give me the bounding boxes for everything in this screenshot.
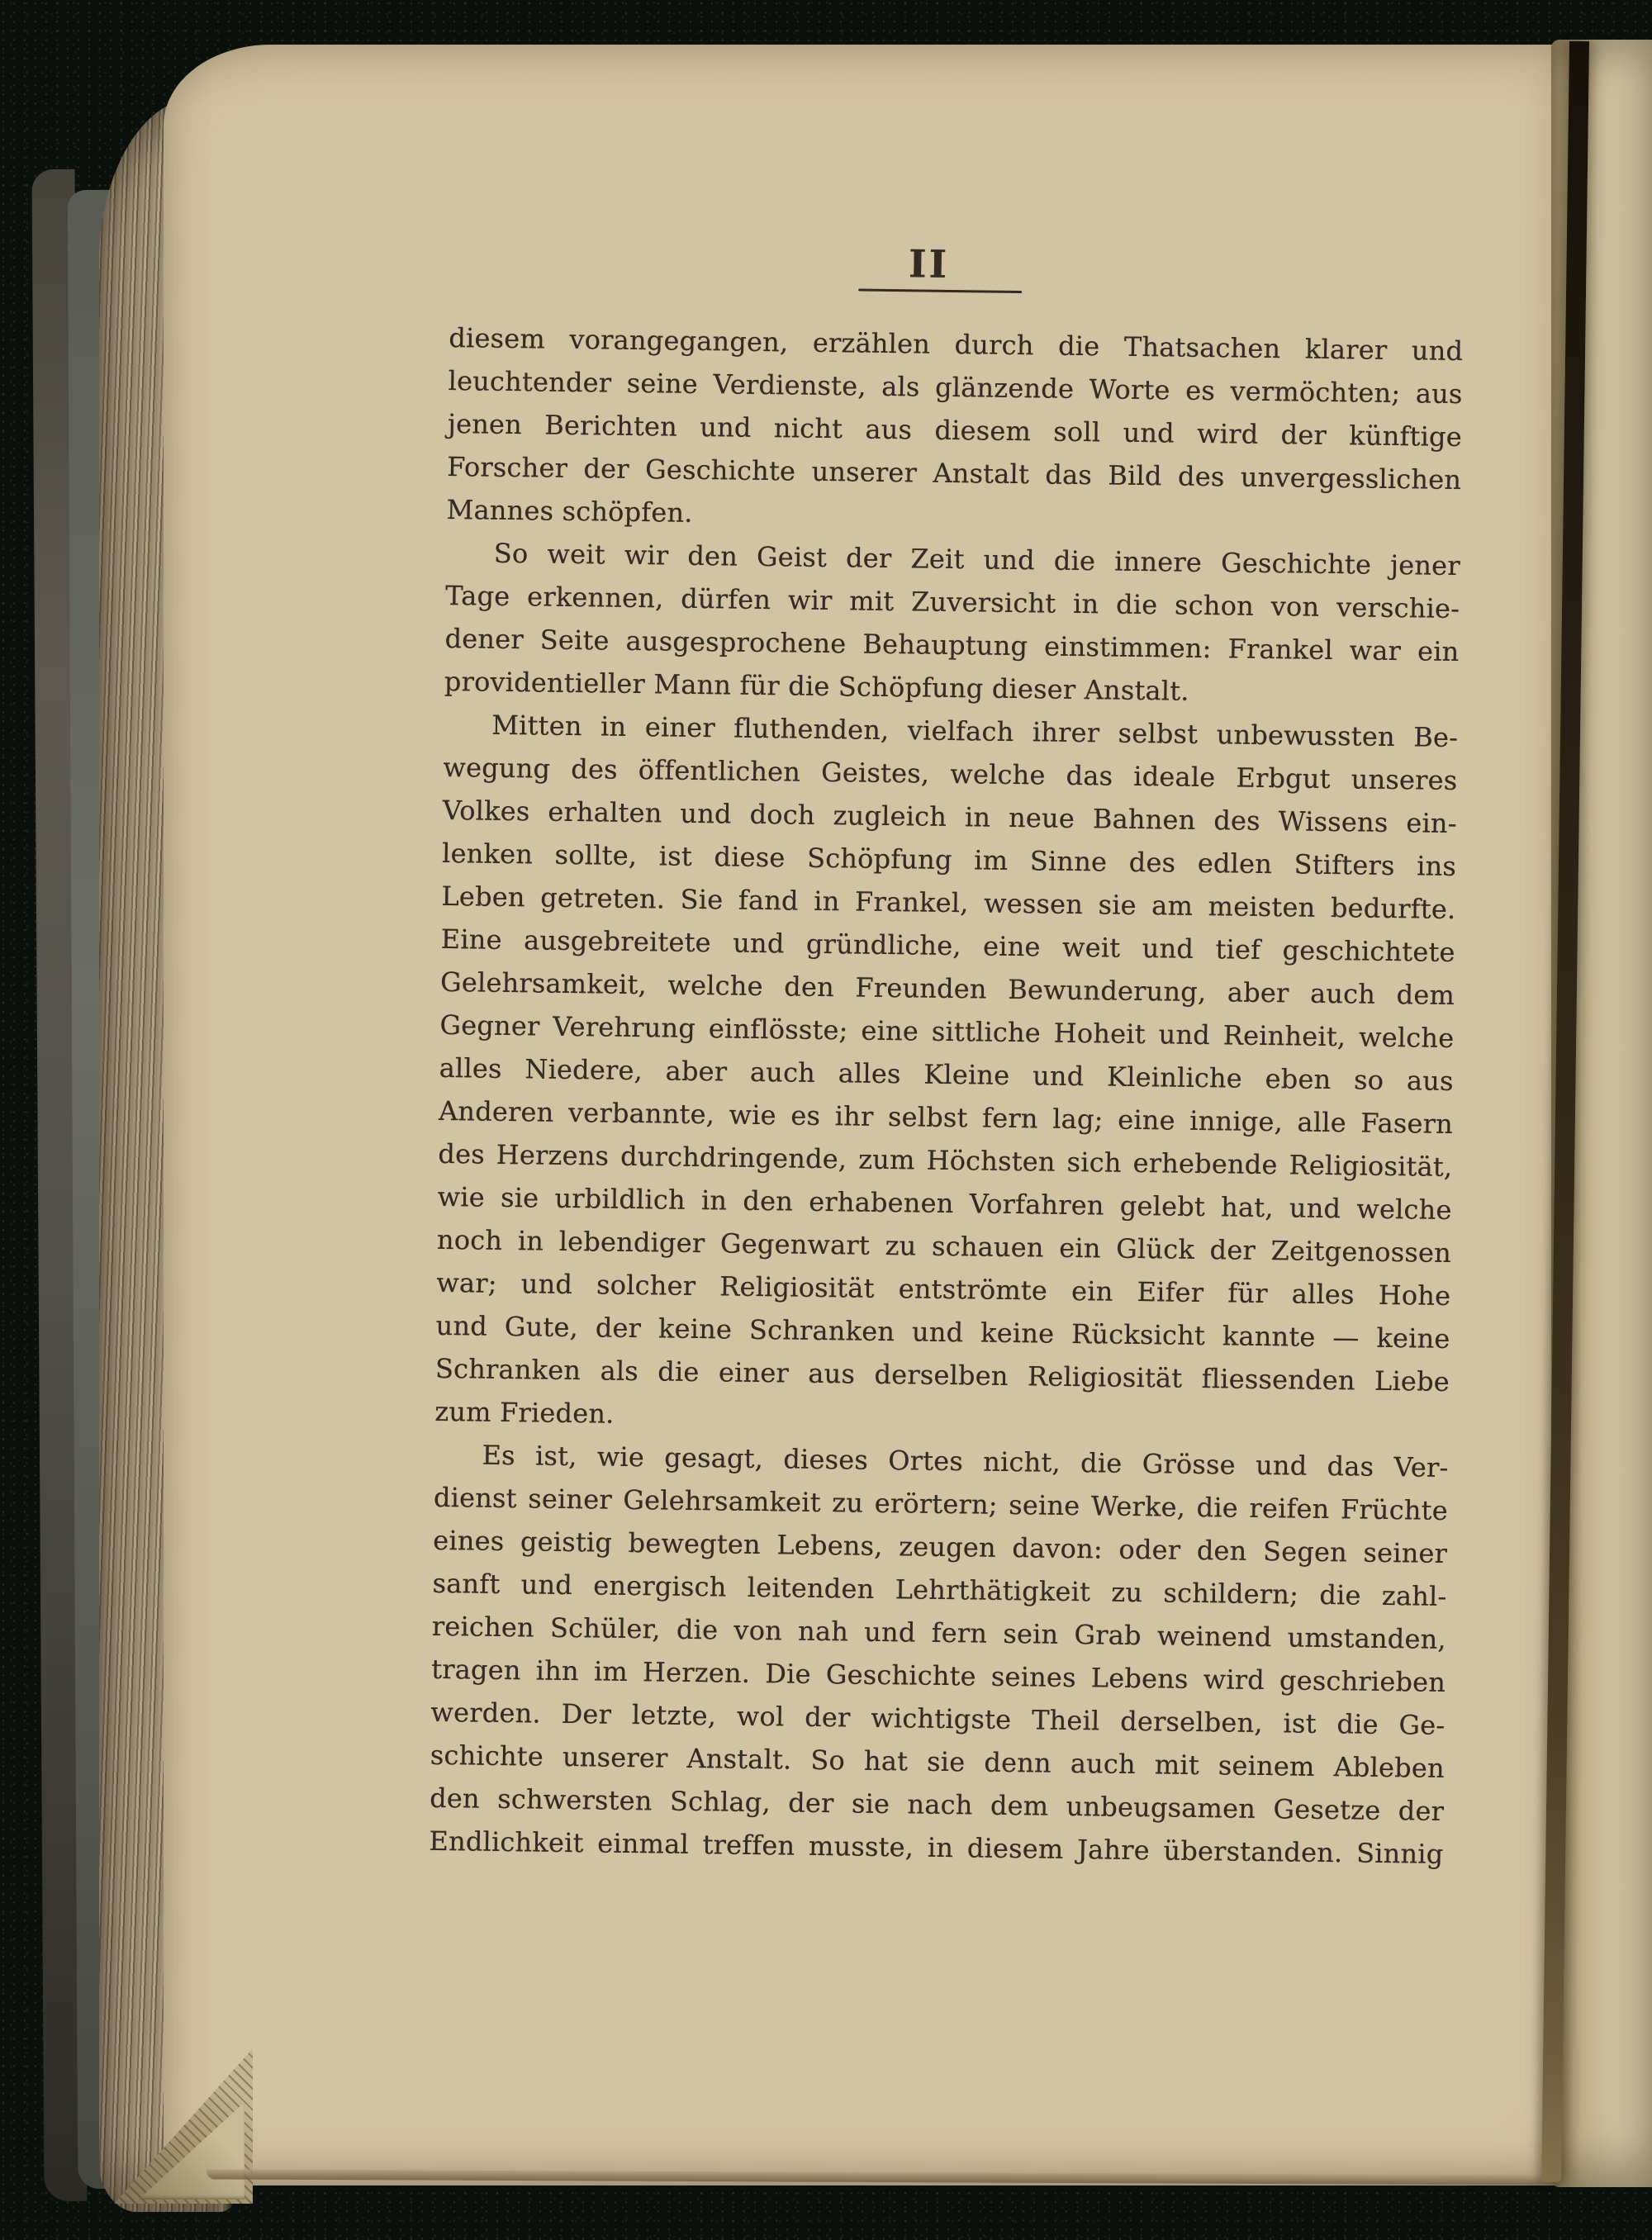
text-line: Eine ausgebreitete und gründliche, eine weit und tief geschichtete bbox=[440, 923, 1455, 968]
text-line: leuchtender seine Verdienste, als glänzende Worte es vermöchten; aus bbox=[448, 364, 1463, 411]
text-line: Anderen verbannte, wie es ihr selbst fern lag; eine innige, alle Fasern bbox=[438, 1094, 1454, 1140]
text-line: wie sie urbildlich in den erhabenen Vorfahren gelebt hat, und welche bbox=[437, 1180, 1452, 1226]
text-line: zum Frieden. bbox=[434, 1395, 615, 1430]
text-line: Mitten in einer fluthenden, vielfach ihrer selbst unbewussten Be- bbox=[491, 709, 1459, 754]
text-line: eines geistig bewegten Lebens, zeugen davon: oder den Segen seiner bbox=[433, 1524, 1448, 1569]
text-line: war; und solcher Religiosität entströmte ein Eifer für alles Hohe bbox=[436, 1266, 1451, 1312]
page-text-block bbox=[429, 234, 1464, 1876]
text-line: alles Niedere, aber auch alles Kleine und Kleinliche eben so aus bbox=[439, 1051, 1454, 1097]
text-line: diesem vorangegangen, erzählen durch die Thatsachen klarer und bbox=[449, 321, 1464, 368]
text-line: und Gute, der keine Schranken und keine Rücksicht kannte — keine bbox=[435, 1309, 1450, 1355]
text-line: dener Seite ausgesprochene Behauptung einstimmen: Frankel war ein bbox=[444, 622, 1460, 668]
text-line: schichte unserer Anstalt. So hat sie denn auch mit seinem Ableben bbox=[430, 1739, 1446, 1784]
header-rule bbox=[858, 288, 1022, 293]
text-line: Leben getreten. Sie fand in Frankel, wessen sie am meisten bedurfte. bbox=[441, 880, 1456, 926]
page-header bbox=[449, 234, 1464, 330]
text-line: des Herzens durchdringende, zum Höchsten sich erhebende Religiosität, bbox=[438, 1137, 1453, 1183]
text-lines bbox=[429, 316, 1463, 1876]
text-line: Schranken als die einer aus derselben Religiosität fliessenden Liebe bbox=[434, 1352, 1450, 1398]
text-line: noch in lebendiger Gegenwart zu schauen ein Glück der Zeitgenossen bbox=[436, 1223, 1452, 1269]
text-line: sanft und energisch leitenden Lehrthätigkeit zu schildern; die zahl- bbox=[432, 1567, 1447, 1612]
paragraph bbox=[446, 316, 1463, 544]
text-line: providentieller Mann für die Schöpfung dieser Anstalt. bbox=[444, 665, 1189, 707]
text-line: dienst seiner Gelehrsamkeit zu erörtern; seine Werke, die reifen Früchte bbox=[433, 1481, 1449, 1526]
text-line: Endlichkeit einmal treffen musste, in diesem Jahre überstanden. Sinnig bbox=[429, 1825, 1444, 1870]
text-line: Gegner Verehrung einflösste; eine sittliche Hoheit und Reinheit, welche bbox=[439, 1008, 1455, 1054]
paragraph bbox=[434, 703, 1458, 1446]
text-line: Tage erkennen, dürfen wir mit Zuversicht in die schon von verschie- bbox=[445, 579, 1460, 625]
text-line: jenen Berichten und nicht aus diesem soll und wird der künftige bbox=[447, 407, 1463, 453]
text-line: So weit wir den Geist der Zeit und die innere Geschichte jener bbox=[493, 537, 1461, 582]
text-line: Volkes erhalten und doch zugleich in neue Bahnen des Wissens ein- bbox=[442, 794, 1458, 840]
text-line: tragen ihn im Herzen. Die Geschichte seines Lebens wird geschrieben bbox=[431, 1653, 1446, 1698]
text-line: wegung des öffentlichen Geistes, welche das ideale Erbgut unseres bbox=[443, 751, 1458, 797]
page-number: II bbox=[908, 241, 950, 287]
text-line: Mannes schöpfen. bbox=[446, 493, 693, 529]
text-line: lenken sollte, ist diese Schöpfung im Sinne des edlen Stifters ins bbox=[441, 837, 1457, 883]
text-line: werden. Der letzte, wol der wichtigste Theil derselben, ist die Ge- bbox=[430, 1696, 1446, 1741]
paragraph bbox=[444, 531, 1461, 716]
text-line: den schwersten Schlag, der sie nach dem unbeugsamen Gesetze der bbox=[429, 1782, 1445, 1827]
text-line: reichen Schüler, die von nah und fern sein Grab weinend umstanden, bbox=[431, 1610, 1447, 1655]
text-line: Gelehrsamkeit, welche den Freunden Bewunderung, aber auch dem bbox=[439, 966, 1455, 1011]
text-line: Forscher der Geschichte unserer Anstalt das Bild des unvergesslichen bbox=[447, 450, 1462, 496]
paragraph bbox=[429, 1433, 1449, 1876]
text-line: Es ist, wie gesagt, dieses Ortes nicht, die Grösse und das Ver- bbox=[482, 1439, 1449, 1483]
